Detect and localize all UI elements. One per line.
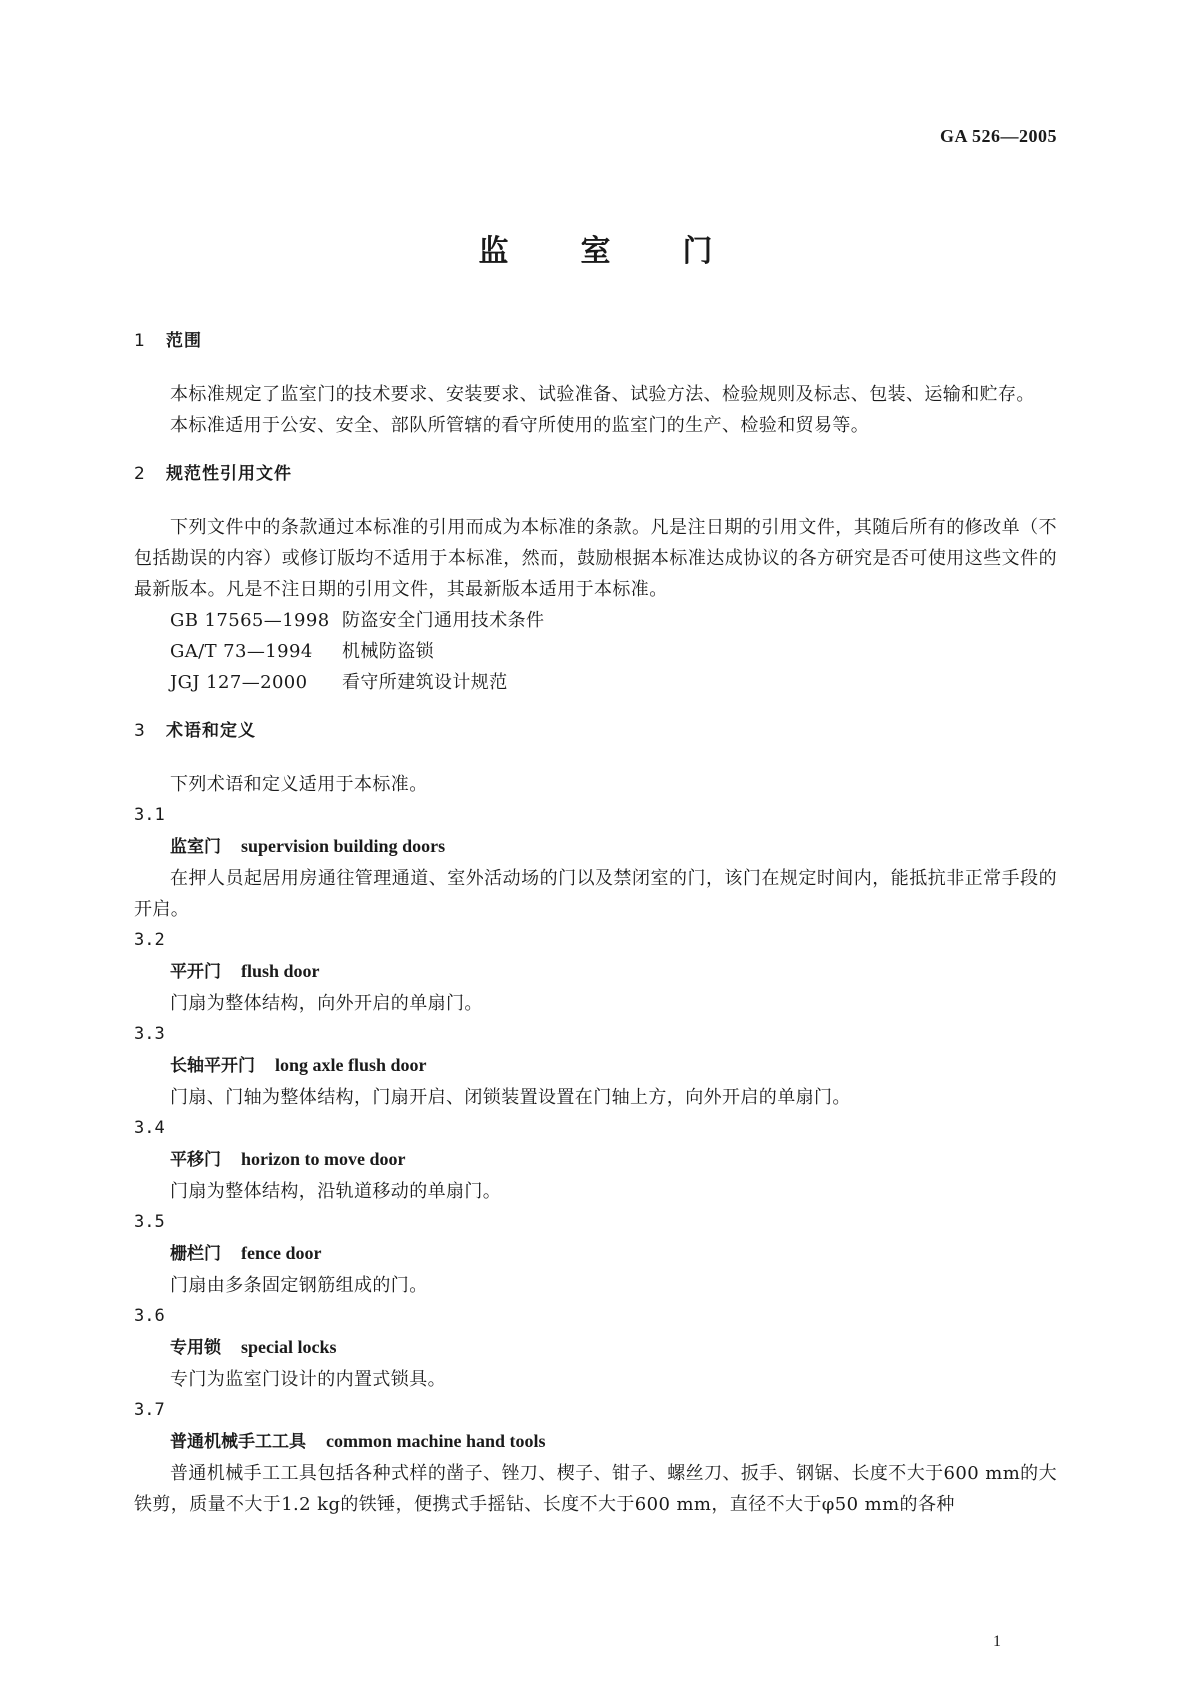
term-en: flush door (241, 961, 320, 981)
term-en: long axle flush door (275, 1055, 427, 1075)
reference-item (170, 605, 1057, 636)
section-number: 2 (134, 464, 146, 484)
term-zh: 平移门 (170, 1150, 221, 1170)
term-en: fence door (241, 1243, 322, 1263)
term-entry (134, 1019, 1057, 1113)
term-number: 3.2 (134, 930, 165, 950)
term-zh: 普通机械手工工具 (170, 1432, 306, 1452)
reference-title: 机械防盗锁 (342, 641, 434, 662)
term-definition: 普通机械手工工具包括各种式样的凿子、锉刀、楔子、钳子、螺丝刀、扳手、钢锯、长度不大于600 mm的大铁剪，质量不大于1.2 kg的铁锤，便携式手摇钻、长度不大于600 mm，直径不大于φ50 mm的各种 (134, 1463, 1057, 1515)
reference-code: JGJ 127—2000 (170, 672, 308, 693)
section-title: 范围 (166, 331, 202, 351)
section-3-heading (134, 716, 1057, 741)
term-heading (170, 1331, 1057, 1364)
term-heading (170, 1143, 1057, 1176)
section-2-heading (134, 459, 1057, 484)
reference-code: GB 17565—1998 (170, 610, 330, 631)
term-en: special locks (241, 1337, 337, 1357)
term-number: 3.6 (134, 1306, 165, 1326)
page-number: 1 (993, 1633, 1001, 1650)
standard-code: GA 526—2005 (939, 126, 1057, 146)
term-number: 3.7 (134, 1400, 165, 1420)
term-definition: 门扇、门轴为整体结构，门扇开启、闭锁装置设置在门轴上方，向外开启的单扇门。 (170, 1087, 851, 1108)
section-number: 1 (134, 331, 146, 351)
section-number: 3 (134, 721, 146, 741)
reference-title: 防盗安全门通用技术条件 (342, 610, 545, 631)
term-definition: 专门为监室门设计的内置式锁具。 (170, 1369, 446, 1390)
section-title: 规范性引用文件 (166, 464, 292, 484)
section-1-heading (134, 326, 1057, 351)
term-entry (134, 1113, 1057, 1207)
term-number: 3.3 (134, 1024, 165, 1044)
term-entry (134, 925, 1057, 1019)
term-entry (134, 800, 1057, 925)
title-char: 室 (580, 234, 611, 269)
term-zh: 监室门 (170, 837, 221, 857)
term-definition: 门扇为整体结构，向外开启的单扇门。 (170, 993, 483, 1014)
term-zh: 长轴平开门 (170, 1056, 255, 1076)
term-heading (170, 1425, 1057, 1458)
term-number: 3.1 (134, 805, 165, 825)
section-title: 术语和定义 (166, 721, 256, 741)
term-heading (170, 830, 1057, 863)
document-body (134, 326, 1057, 1520)
term-heading (170, 955, 1057, 988)
paragraph: 下列文件中的条款通过本标准的引用而成为本标准的条款。凡是注日期的引用文件，其随后所有的修改单（不包括勘误的内容）或修订版均不适用于本标准，然而，鼓励根据本标准达成协议的各方研究是否可使用这些文件的最新版本。凡是不注日期的引用文件，其最新版本适用于本标准。 (134, 517, 1057, 600)
term-heading (170, 1049, 1057, 1082)
term-heading (170, 1237, 1057, 1270)
term-en: supervision building doors (241, 836, 446, 856)
document-title (0, 226, 1191, 270)
reference-title: 看守所建筑设计规范 (342, 672, 508, 693)
title-char: 门 (682, 234, 713, 269)
term-en: horizon to move door (241, 1149, 406, 1169)
term-definition: 门扇为整体结构，沿轨道移动的单扇门。 (170, 1181, 502, 1202)
term-definition: 门扇由多条固定钢筋组成的门。 (170, 1275, 428, 1296)
term-entry (134, 1395, 1057, 1520)
term-en: common machine hand tools (326, 1431, 546, 1451)
paragraph: 本标准规定了监室门的技术要求、安装要求、试验准备、试验方法、检验规则及标志、包装、运输和贮存。 (170, 384, 1035, 405)
reference-code: GA/T 73—1994 (170, 641, 313, 662)
term-entry (134, 1301, 1057, 1395)
reference-item (170, 636, 1057, 667)
term-entry (134, 1207, 1057, 1301)
term-definition: 在押人员起居用房通往管理通道、室外活动场的门以及禁闭室的门，该门在规定时间内，能抵抗非正常手段的开启。 (134, 868, 1057, 920)
term-zh: 平开门 (170, 962, 221, 982)
term-zh: 栅栏门 (170, 1244, 221, 1264)
term-number: 3.5 (134, 1212, 165, 1232)
term-zh: 专用锁 (170, 1338, 221, 1358)
reference-item (170, 667, 1057, 698)
paragraph: 下列术语和定义适用于本标准。 (170, 774, 428, 795)
title-char: 监 (478, 234, 509, 269)
term-number: 3.4 (134, 1118, 165, 1138)
paragraph: 本标准适用于公安、安全、部队所管辖的看守所使用的监室门的生产、检验和贸易等。 (170, 415, 870, 436)
